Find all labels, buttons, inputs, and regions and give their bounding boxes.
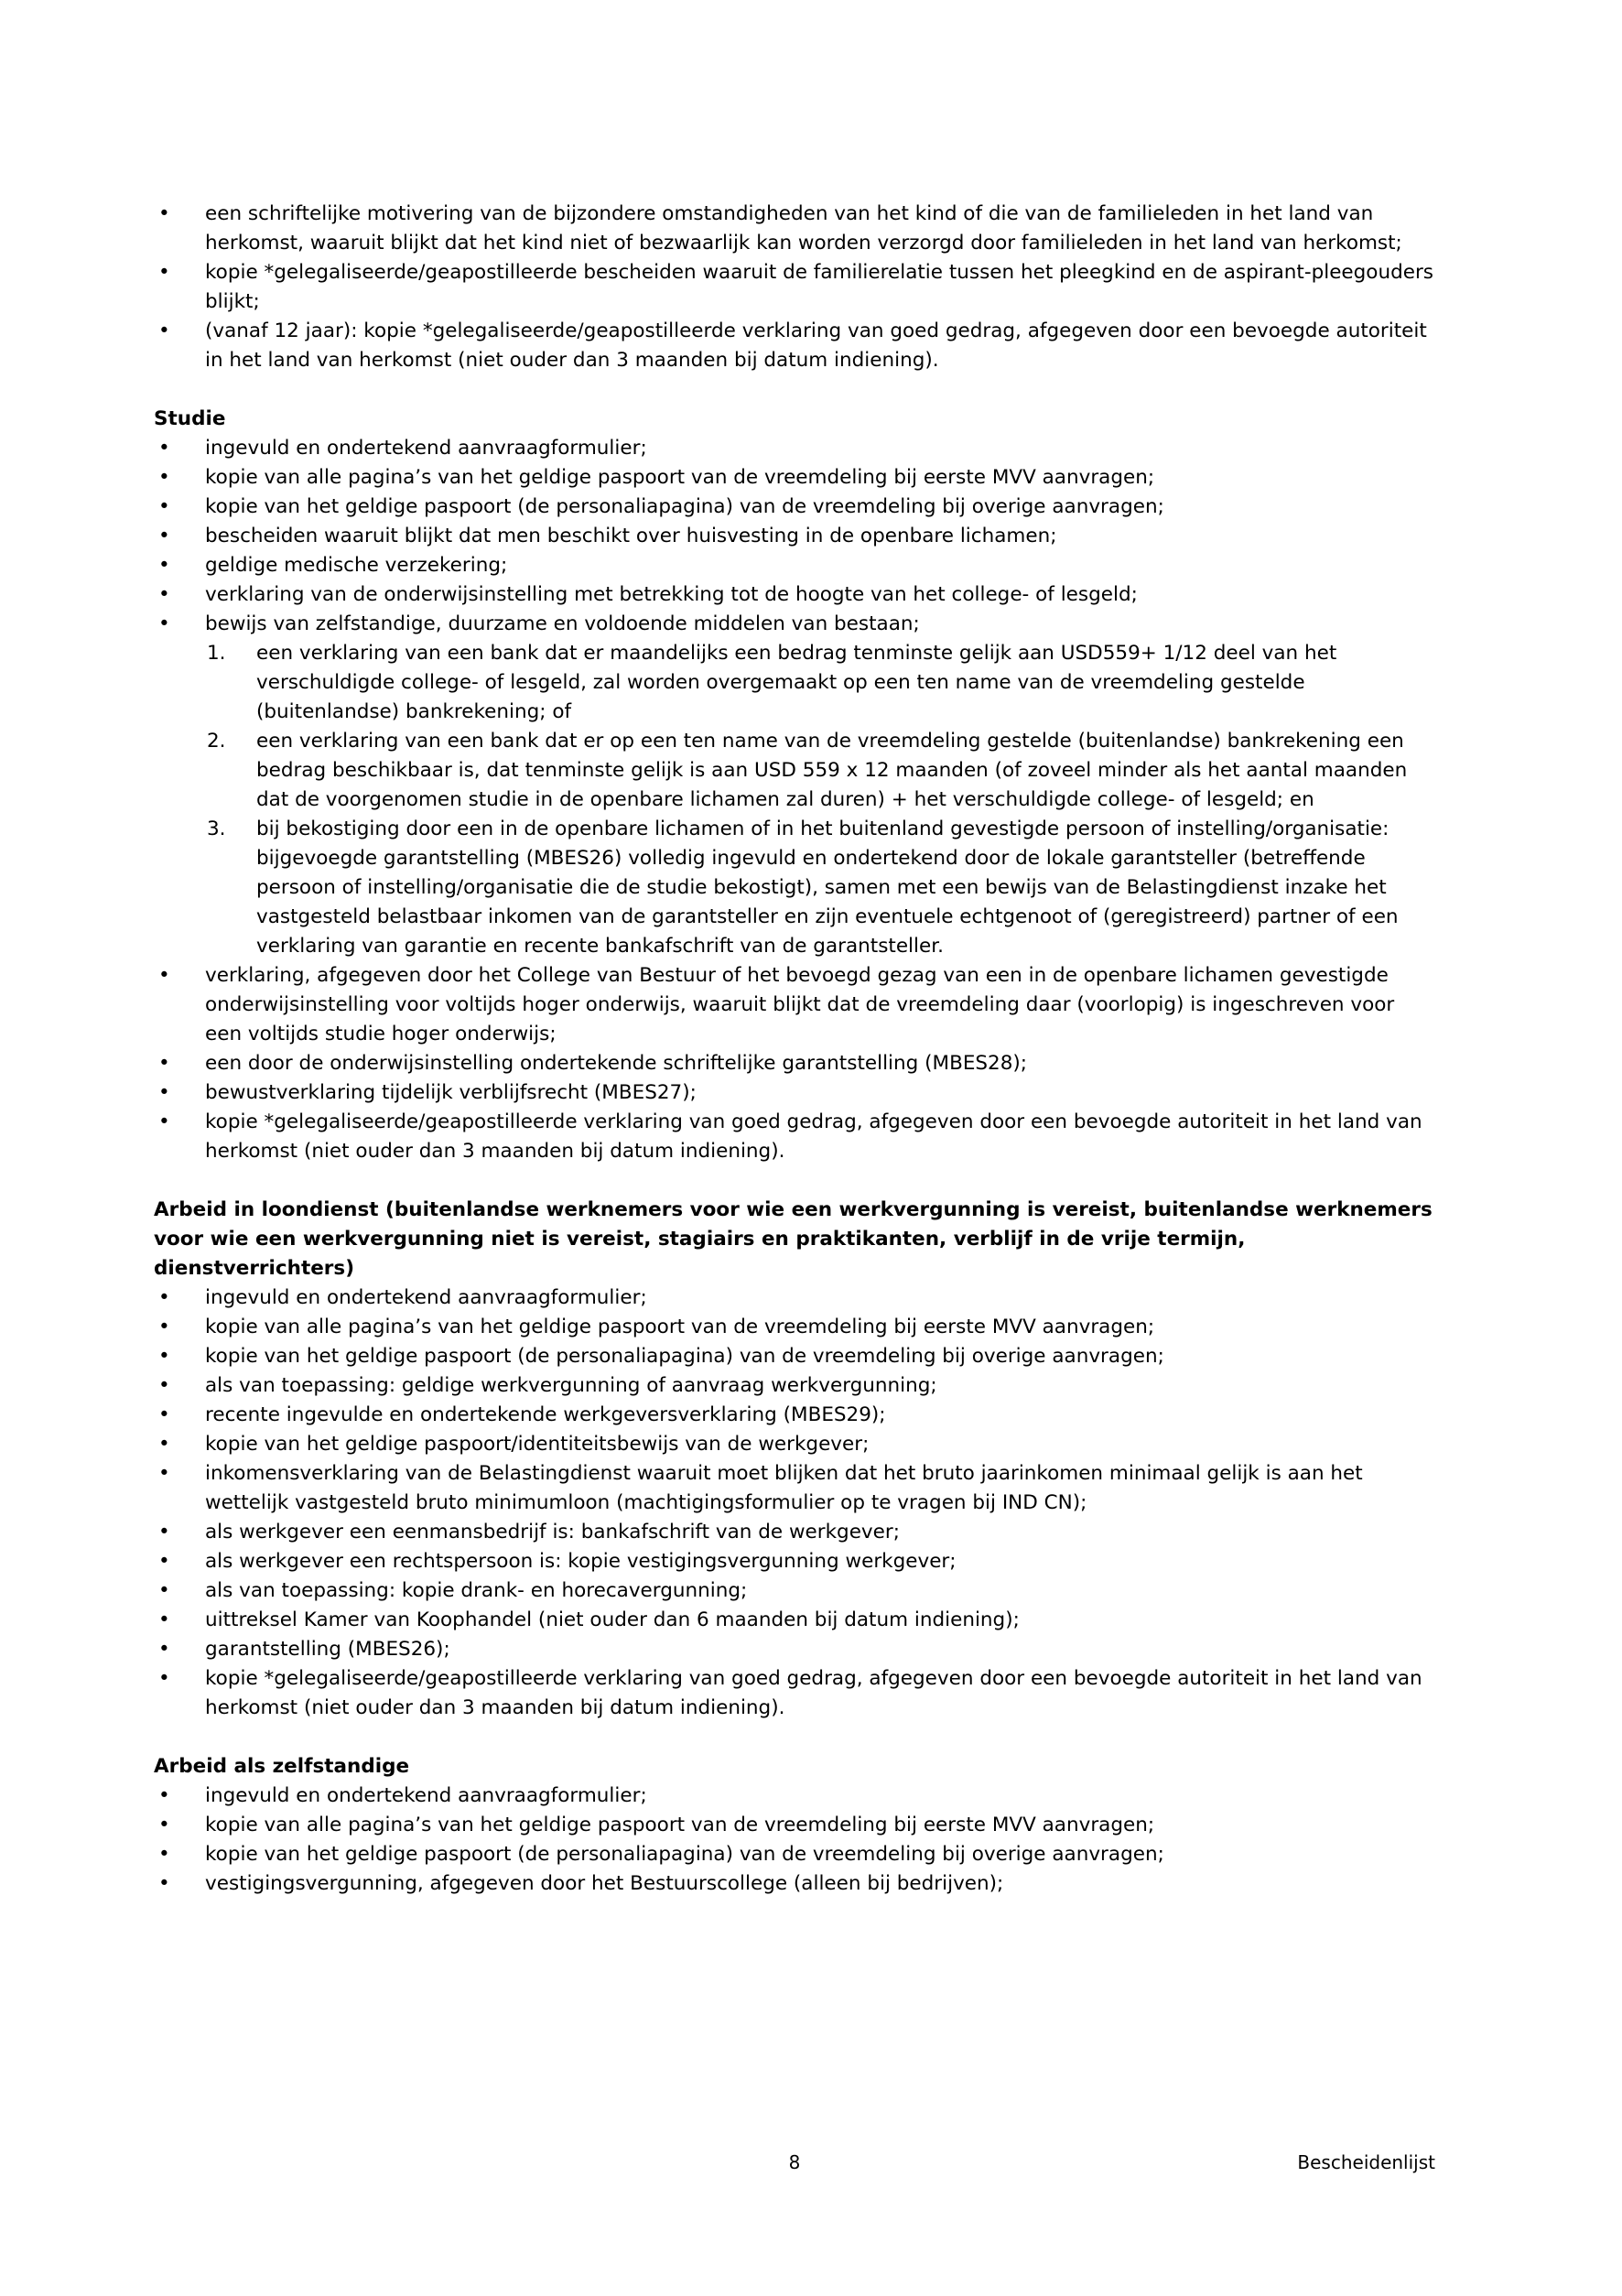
list-item <box>154 1606 1435 1635</box>
list-item <box>154 493 1435 522</box>
bullet-icon: • <box>158 1110 170 1133</box>
list-item-text: kopie van het geldige paspoort (de personaliapagina) van de vreemdeling bij overige aanvragen; <box>205 1843 1164 1866</box>
list-item-text: als van toepassing: geldige werkvergunning of aanvraag werkvergunning; <box>205 1374 937 1397</box>
list-item-text: garantstelling (MBES26); <box>205 1638 450 1661</box>
numbered-item-text: een verklaring van een bank dat er op een ten name van de vreemdeling gestelde (buitenlandse) bankrekening een bedrag beschikbaar is, dat tenminste gelijk is aan USD 559 x 12 maanden (of zoveel minder als het aantal maanden dat de voorgenomen studie in de openbare lichamen zal duren) + het verschuldigde college- of lesgeld; en <box>256 730 1408 811</box>
numbered-item <box>154 815 1435 961</box>
bullet-icon: • <box>158 1843 170 1866</box>
list-item-text: bewijs van zelfstandige, duurzame en voldoende middelen van bestaan; <box>205 612 920 635</box>
bullet-icon: • <box>158 495 170 518</box>
list-item-text: kopie *gelegaliseerde/geapostilleerde verklaring van goed gedrag, afgegeven door een bevoegde autoriteit in het land van herkomst (niet ouder dan 3 maanden bij datum indiening). <box>205 1667 1422 1719</box>
number-marker: 3. <box>207 818 226 840</box>
bullet-icon: • <box>158 1784 170 1807</box>
list-item <box>154 1283 1435 1313</box>
list-item-text: uittreksel Kamer van Koophandel (niet ouder dan 6 maanden bij datum indiening); <box>205 1608 1020 1631</box>
bullet-icon: • <box>158 1814 170 1836</box>
section-heading: Studie <box>154 407 226 430</box>
list-item-text: een schriftelijke motivering van de bijzondere omstandigheden van het kind of die van de familieleden in het land van herkomst, waaruit blijkt dat het kind niet of bezwaarlijk kan worden verzorgd door familieleden in het land van herkomst; <box>205 202 1402 255</box>
list-item <box>154 1401 1435 1430</box>
bullet-icon: • <box>158 261 170 284</box>
list-item <box>154 610 1435 639</box>
bullet-icon: • <box>158 964 170 987</box>
list-item <box>154 1664 1435 1723</box>
bullet-icon: • <box>158 1433 170 1456</box>
list-item-text: als werkgever een eenmansbedrijf is: bankafschrift van de werkgever; <box>205 1521 900 1543</box>
bullet-icon: • <box>158 554 170 577</box>
list-item <box>154 463 1435 493</box>
list-item <box>154 317 1435 375</box>
list-item <box>154 1459 1435 1518</box>
list-item-text: kopie van het geldige paspoort/identiteitsbewijs van de werkgever; <box>205 1433 870 1456</box>
list-item <box>154 1782 1435 1811</box>
list-item-text: recente ingevulde en ondertekende werkgeversverklaring (MBES29); <box>205 1403 886 1426</box>
bullet-icon: • <box>158 1579 170 1602</box>
list-item-text: ingevuld en ondertekend aanvraagformulier; <box>205 1286 647 1309</box>
list-item <box>154 1430 1435 1459</box>
list-item-text: inkomensverklaring van de Belastingdienst waaruit moet blijken dat het bruto jaarinkomen minimaal gelijk is aan het wettelijk vastgesteld bruto minimumloon (machtigingsformulier op te vragen bij IND CN); <box>205 1462 1363 1514</box>
list-item <box>154 1635 1435 1664</box>
bullet-icon: • <box>158 1081 170 1104</box>
list-item-text: bescheiden waaruit blijkt dat men beschikt over huisvesting in de openbare lichamen; <box>205 525 1057 547</box>
bullet-icon: • <box>158 1462 170 1485</box>
list-item <box>154 1811 1435 1840</box>
list-item <box>154 1342 1435 1371</box>
number-marker: 2. <box>207 730 226 753</box>
list-item <box>154 1840 1435 1869</box>
list-item <box>154 258 1435 317</box>
number-marker: 1. <box>207 642 226 665</box>
bullet-icon: • <box>158 1345 170 1368</box>
list-item-text: kopie van alle pagina’s van het geldige paspoort van de vreemdeling bij eerste MVV aanvragen; <box>205 1316 1155 1338</box>
list-item-text: bewustverklaring tijdelijk verblijfsrecht (MBES27); <box>205 1081 697 1104</box>
list-item <box>154 434 1435 463</box>
list-item-text: kopie van alle pagina’s van het geldige paspoort van de vreemdeling bij eerste MVV aanvragen; <box>205 466 1155 489</box>
list-item-text: verklaring van de onderwijsinstelling met betrekking tot de hoogte van het college- of lesgeld; <box>205 583 1138 606</box>
list-item <box>154 200 1435 258</box>
intro-list <box>154 200 1435 375</box>
list-item-text: vestigingsvergunning, afgegeven door het Bestuurscollege (alleen bij bedrijven); <box>205 1872 1004 1895</box>
bullet-icon: • <box>158 1521 170 1543</box>
page-footer <box>154 2148 1435 2177</box>
numbered-item-text: een verklaring van een bank dat er maandelijks een bedrag tenminste gelijk aan USD559+ 1/12 deel van het verschuldigde college- of lesgeld, zal worden overgemaakt op een ten name van de vreemdeling gestelde (buitenlandse) bankrekening; of <box>256 642 1337 723</box>
bullet-icon: • <box>158 1052 170 1075</box>
section-heading: Arbeid in loondienst (buitenlandse werknemers voor wie een werkvergunning is vereist, buitenlandse werknemers voor wie een werkvergunning niet is vereist, stagiairs en praktikanten, verblijf in de vrije termijn, dienstverrichters) <box>154 1198 1433 1280</box>
bullet-icon: • <box>158 1316 170 1338</box>
list-item <box>154 961 1435 1049</box>
list-item-text: ingevuld en ondertekend aanvraagformulier; <box>205 437 647 460</box>
list-item <box>154 1371 1435 1401</box>
list-item <box>154 1078 1435 1108</box>
numbered-item <box>154 727 1435 815</box>
list-item <box>154 1547 1435 1576</box>
list-item-text: (vanaf 12 jaar): kopie *gelegaliseerde/geapostilleerde verklaring van goed gedrag, afgegeven door een bevoegde autoriteit in het land van herkomst (niet ouder dan 3 maanden bij datum indiening). <box>205 319 1427 372</box>
list-item-text: als werkgever een rechtspersoon is: kopie vestigingsvergunning werkgever; <box>205 1550 957 1573</box>
list-item-text: ingevuld en ondertekend aanvraagformulier; <box>205 1784 647 1807</box>
list-item <box>154 1518 1435 1547</box>
bullet-icon: • <box>158 319 170 342</box>
list-item-text: kopie van het geldige paspoort (de personaliapagina) van de vreemdeling bij overige aanvragen; <box>205 495 1164 518</box>
bullet-icon: • <box>158 1872 170 1895</box>
section-heading: Arbeid als zelfstandige <box>154 1755 410 1778</box>
numbered-item-text: bij bekostiging door een in de openbare lichamen of in het buitenland gevestigde persoon of instelling/organisatie: bijgevoegde garantstelling (MBES26) volledig ingevuld en ondertekend door de lokale garantsteller (betreffende persoon of instelling/organisatie die de studie bekostigt), samen met een bewijs van de Belastingdienst inzake het vastgesteld belastbaar inkomen van de garantsteller en zijn eventuele echtgenoot of (geregistreerd) partner of een verklaring van garantie en recente bankafschrift van de garantsteller. <box>256 818 1399 958</box>
bullet-icon: • <box>158 1286 170 1309</box>
bullet-icon: • <box>158 583 170 606</box>
bullet-icon: • <box>158 612 170 635</box>
footer-page-number: 8 <box>788 2151 801 2173</box>
list-item-text: kopie *gelegaliseerde/geapostilleerde verklaring van goed gedrag, afgegeven door een bevoegde autoriteit in het land van herkomst (niet ouder dan 3 maanden bij datum indiening). <box>205 1110 1422 1163</box>
list-item-text: geldige medische verzekering; <box>205 554 508 577</box>
bullet-icon: • <box>158 437 170 460</box>
list-item <box>154 1869 1435 1899</box>
section-arbeid-loondienst <box>154 1196 1435 1723</box>
list-item <box>154 1313 1435 1342</box>
list-item <box>154 551 1435 580</box>
bullet-icon: • <box>158 525 170 547</box>
list-item-text: kopie van het geldige paspoort (de personaliapagina) van de vreemdeling bij overige aanvragen; <box>205 1345 1164 1368</box>
page-content <box>154 200 1435 1899</box>
list-item <box>154 522 1435 551</box>
list-item <box>154 1576 1435 1606</box>
bullet-icon: • <box>158 466 170 489</box>
list-item-text: een door de onderwijsinstelling ondertekende schriftelijke garantstelling (MBES28); <box>205 1052 1028 1075</box>
bullet-icon: • <box>158 1667 170 1690</box>
footer-doc-title: Bescheidenlijst <box>1297 2151 1435 2173</box>
list-item <box>154 1108 1435 1166</box>
list-item-text: kopie *gelegaliseerde/geapostilleerde bescheiden waaruit de familierelatie tussen het pleegkind en de aspirant-pleegouders blijkt; <box>205 261 1433 313</box>
bullet-icon: • <box>158 1374 170 1397</box>
section-arbeid-zelfstandige <box>154 1752 1435 1899</box>
list-item <box>154 580 1435 610</box>
list-item <box>154 1049 1435 1078</box>
list-item-text: als van toepassing: kopie drank- en horecavergunning; <box>205 1579 748 1602</box>
bullet-icon: • <box>158 1638 170 1661</box>
bullet-icon: • <box>158 1550 170 1573</box>
bullet-icon: • <box>158 202 170 225</box>
bullet-icon: • <box>158 1608 170 1631</box>
list-item-text: verklaring, afgegeven door het College van Bestuur of het bevoegd gezag van een in de openbare lichamen gevestigde onderwijsinstelling voor voltijds hoger onderwijs, waaruit blijkt dat de vreemdeling daar (voorlopig) is ingeschreven voor een voltijds studie hoger onderwijs; <box>205 964 1395 1045</box>
bullet-icon: • <box>158 1403 170 1426</box>
numbered-item <box>154 639 1435 727</box>
section-studie <box>154 405 1435 1166</box>
list-item-text: kopie van alle pagina’s van het geldige paspoort van de vreemdeling bij eerste MVV aanvragen; <box>205 1814 1155 1836</box>
